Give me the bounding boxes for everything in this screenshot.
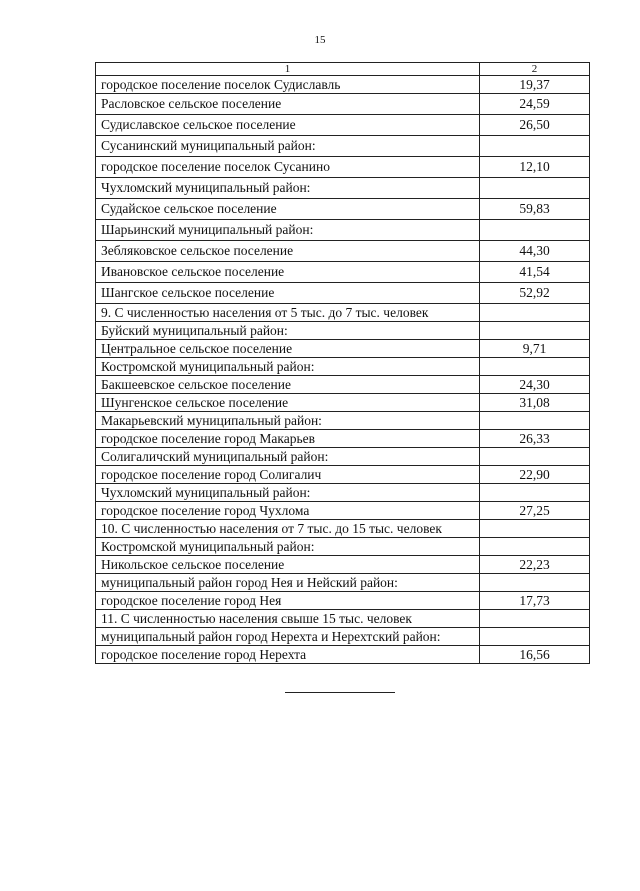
row-name: Макарьевский муниципальный район: xyxy=(96,412,480,430)
table-row xyxy=(96,115,590,136)
row-value: 26,33 xyxy=(480,430,590,448)
row-name: Зебляковское сельское поселение xyxy=(96,241,480,262)
table-row xyxy=(96,466,590,484)
row-value xyxy=(480,178,590,199)
row-value: 27,25 xyxy=(480,502,590,520)
row-value xyxy=(480,448,590,466)
row-name: Чухломский муниципальный район: xyxy=(96,178,480,199)
row-value xyxy=(480,628,590,646)
row-name: муниципальный район город Нерехта и Нерехтский район: xyxy=(96,628,480,646)
row-name: Солигаличский муниципальный район: xyxy=(96,448,480,466)
row-name: Шангское сельское поселение xyxy=(96,283,480,304)
table-row xyxy=(96,76,590,94)
table-row xyxy=(96,304,590,322)
table-row xyxy=(96,136,590,157)
row-name: муниципальный район город Нея и Нейский район: xyxy=(96,574,480,592)
row-value: 31,08 xyxy=(480,394,590,412)
row-value: 26,50 xyxy=(480,115,590,136)
row-value: 17,73 xyxy=(480,592,590,610)
row-name: Никольское сельское поселение xyxy=(96,556,480,574)
row-value: 24,30 xyxy=(480,376,590,394)
table-row xyxy=(96,178,590,199)
row-value xyxy=(480,220,590,241)
row-value: 44,30 xyxy=(480,241,590,262)
row-name: городское поселение город Макарьев xyxy=(96,430,480,448)
row-name: 11. С численностью населения свыше 15 тыс. человек xyxy=(96,610,480,628)
row-value: 19,37 xyxy=(480,76,590,94)
row-name: Сусанинский муниципальный район: xyxy=(96,136,480,157)
table-row xyxy=(96,376,590,394)
page-number: 15 xyxy=(314,34,326,46)
table-row xyxy=(96,646,590,664)
row-name: Буйский муниципальный район: xyxy=(96,322,480,340)
table-row xyxy=(96,574,590,592)
row-name: Бакшеевское сельское поселение xyxy=(96,376,480,394)
row-name: Костромской муниципальный район: xyxy=(96,358,480,376)
table-row xyxy=(96,592,590,610)
row-name: Шарьинский муниципальный район: xyxy=(96,220,480,241)
header-row xyxy=(96,63,590,76)
row-name: Центральное сельское поселение xyxy=(96,340,480,358)
footer-divider xyxy=(285,692,395,693)
row-value: 9,71 xyxy=(480,340,590,358)
row-name: городское поселение город Чухлома xyxy=(96,502,480,520)
table-row xyxy=(96,484,590,502)
row-value: 16,56 xyxy=(480,646,590,664)
row-value: 24,59 xyxy=(480,94,590,115)
row-name: городское поселение город Солигалич xyxy=(96,466,480,484)
table-row xyxy=(96,394,590,412)
table-row xyxy=(96,199,590,220)
row-value xyxy=(480,574,590,592)
row-name: городское поселение поселок Сусанино xyxy=(96,157,480,178)
row-value xyxy=(480,322,590,340)
row-value xyxy=(480,538,590,556)
table-row xyxy=(96,556,590,574)
row-name: городское поселение город Нея xyxy=(96,592,480,610)
row-value: 52,92 xyxy=(480,283,590,304)
table-row xyxy=(96,241,590,262)
row-name: Расловское сельское поселение xyxy=(96,94,480,115)
row-name: 9. С численностью населения от 5 тыс. до 7 тыс. человек xyxy=(96,304,480,322)
table-row xyxy=(96,157,590,178)
table-row xyxy=(96,502,590,520)
table-row xyxy=(96,262,590,283)
row-value xyxy=(480,412,590,430)
row-value xyxy=(480,484,590,502)
table-row xyxy=(96,283,590,304)
row-value: 22,23 xyxy=(480,556,590,574)
table-row xyxy=(96,610,590,628)
header-col-1: 1 xyxy=(96,63,480,76)
table-row xyxy=(96,340,590,358)
row-name: Ивановское сельское поселение xyxy=(96,262,480,283)
row-value xyxy=(480,610,590,628)
table-row xyxy=(96,220,590,241)
table-row xyxy=(96,94,590,115)
row-value: 41,54 xyxy=(480,262,590,283)
table-row xyxy=(96,628,590,646)
row-name: Чухломский муниципальный район: xyxy=(96,484,480,502)
row-name: городское поселение поселок Судиславль xyxy=(96,76,480,94)
row-name: 10. С численностью населения от 7 тыс. до 15 тыс. человек xyxy=(96,520,480,538)
table-row xyxy=(96,358,590,376)
row-value xyxy=(480,358,590,376)
table-row xyxy=(96,322,590,340)
data-table xyxy=(95,62,590,664)
row-value xyxy=(480,520,590,538)
table-row xyxy=(96,538,590,556)
row-name: Судайское сельское поселение xyxy=(96,199,480,220)
row-name: Костромской муниципальный район: xyxy=(96,538,480,556)
row-value xyxy=(480,136,590,157)
table-row xyxy=(96,430,590,448)
row-value xyxy=(480,304,590,322)
row-name: Судиславское сельское поселение xyxy=(96,115,480,136)
header-col-2: 2 xyxy=(480,63,590,76)
row-name: Шунгенское сельское поселение xyxy=(96,394,480,412)
row-value: 12,10 xyxy=(480,157,590,178)
row-value: 59,83 xyxy=(480,199,590,220)
table-row xyxy=(96,412,590,430)
table-row xyxy=(96,520,590,538)
table-row xyxy=(96,448,590,466)
row-name: городское поселение город Нерехта xyxy=(96,646,480,664)
row-value: 22,90 xyxy=(480,466,590,484)
